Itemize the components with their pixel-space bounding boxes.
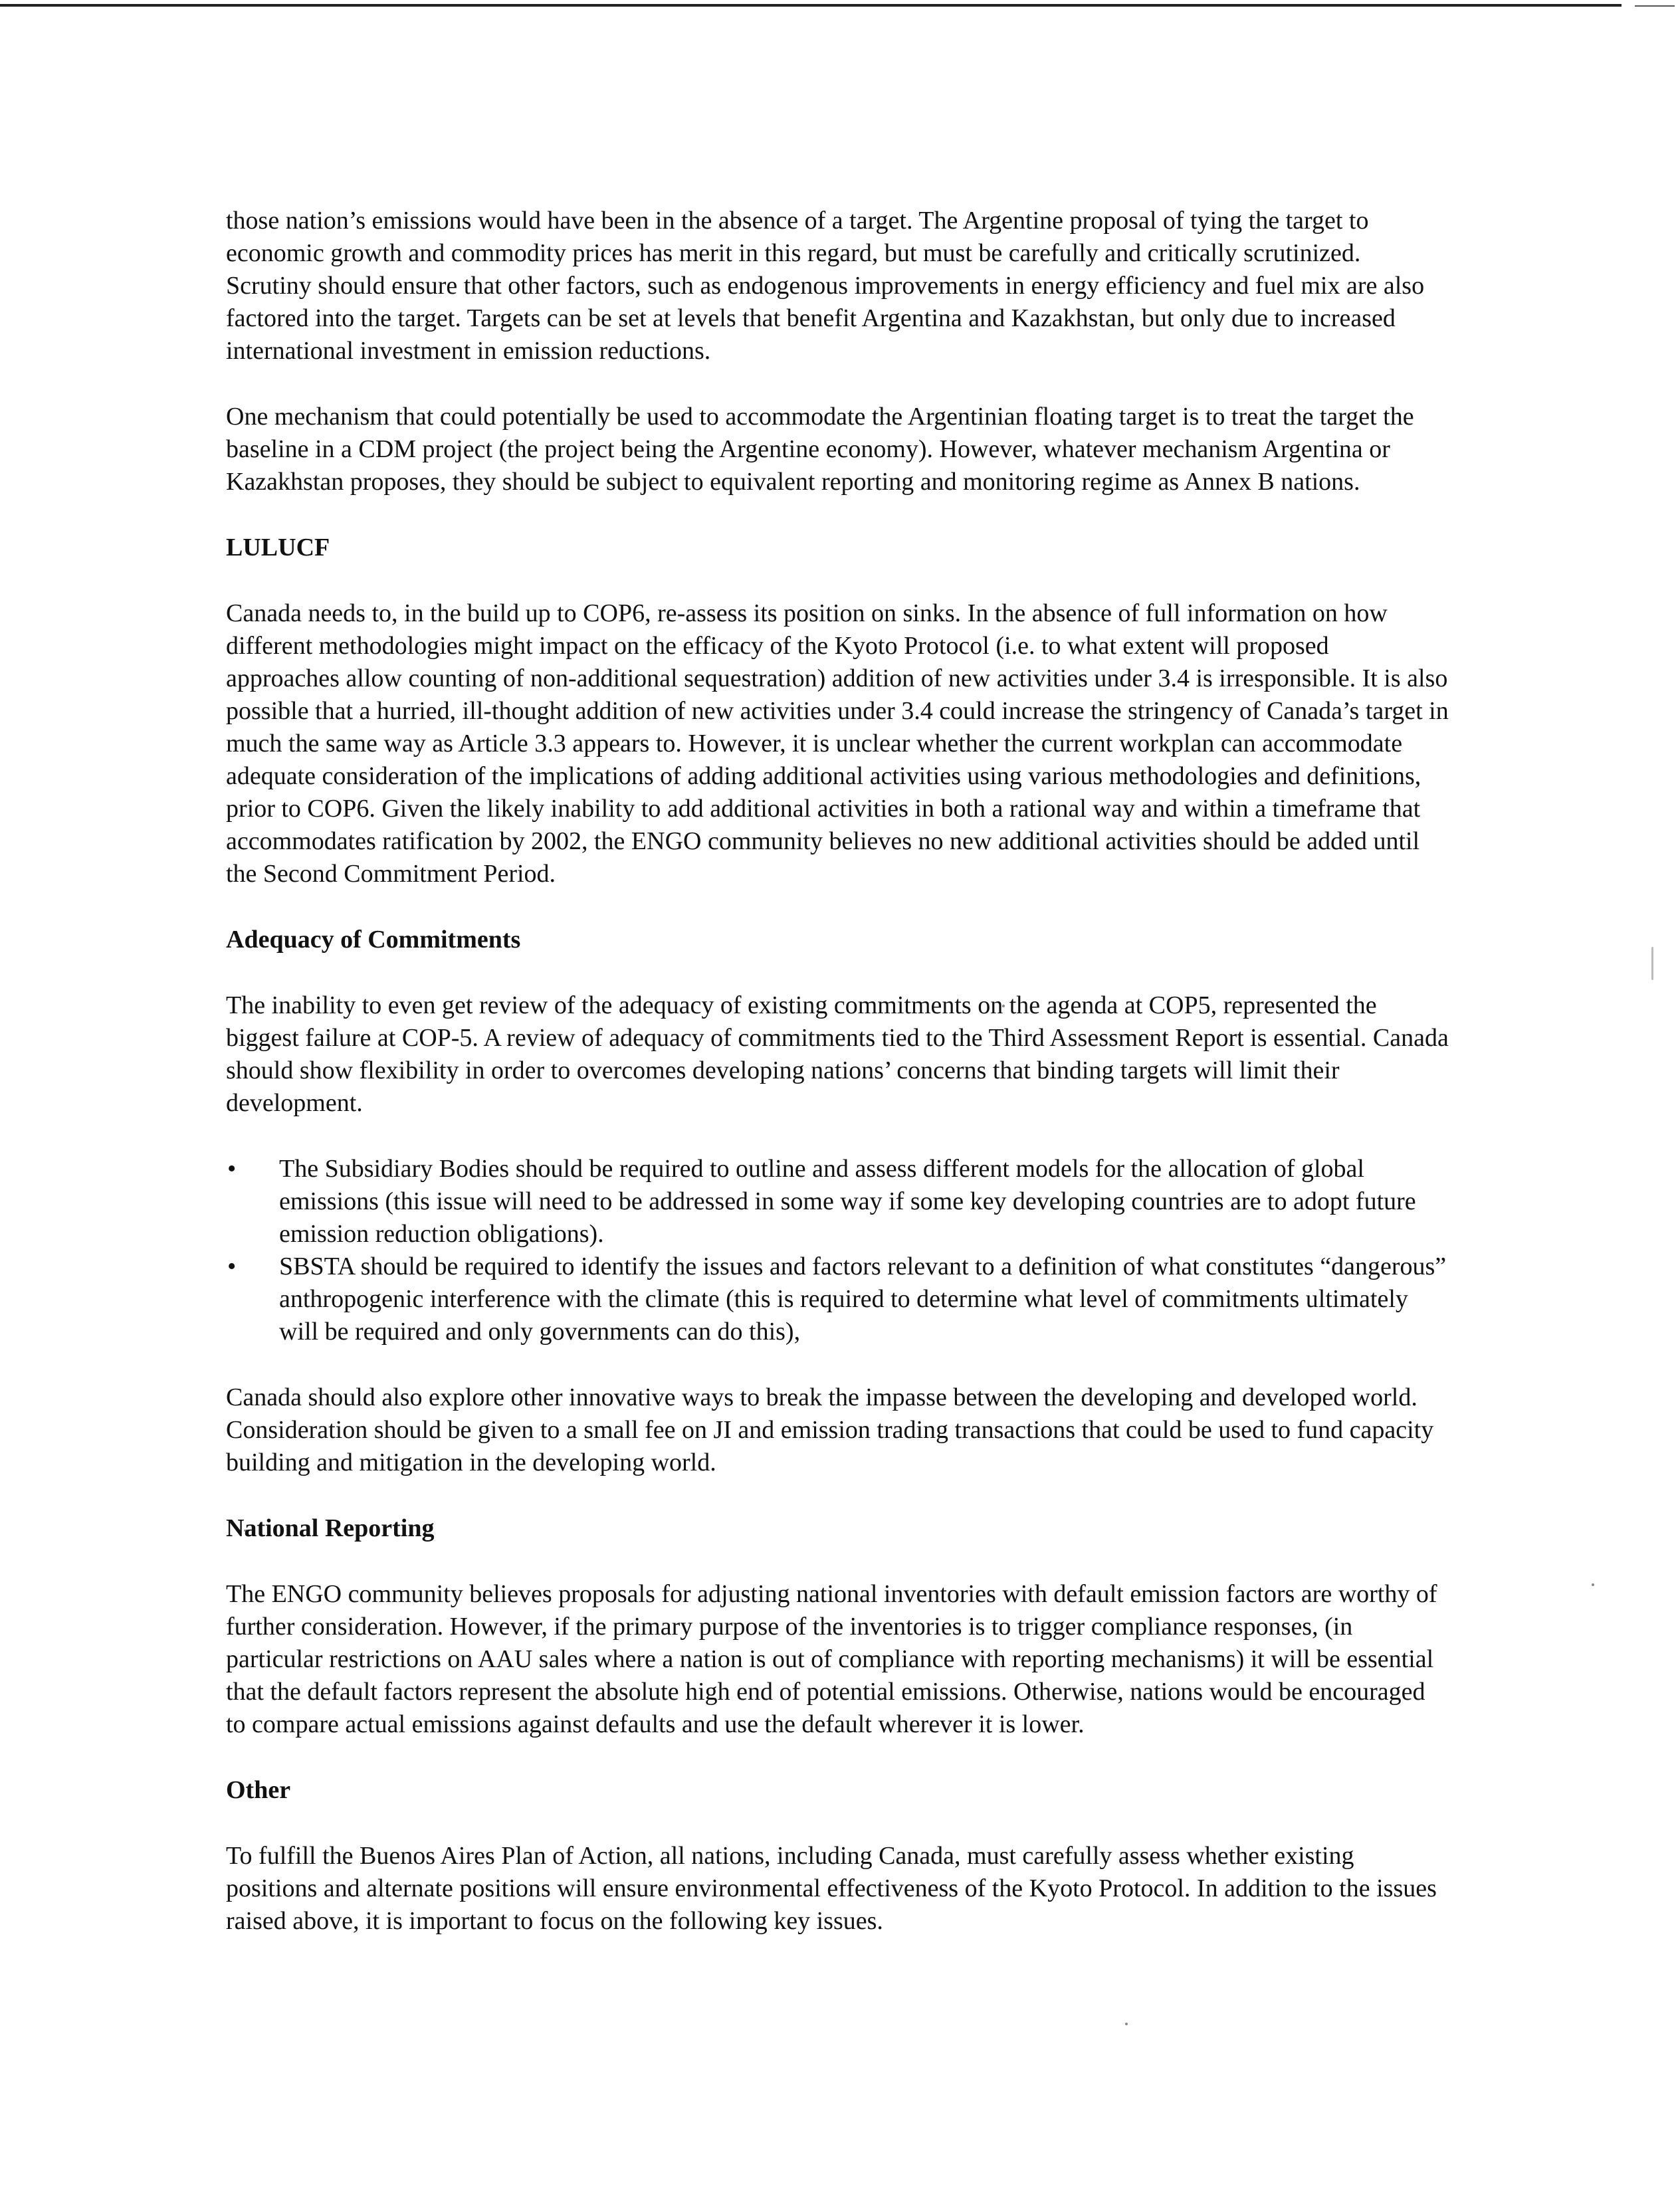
- paragraph-lulucf: Canada needs to, in the build up to COP6, re-assess its position on sinks. In the absence of full information on how different methodologies might impact on the efficacy of the Kyoto Protocol (i.e. to what extent will proposed approaches allow counting of non-additional sequestration) addition of new activities under 3.4 is irresponsible. It is also possible that a hurried, ill-thought addition of new activities under 3.4 could increase the stringency of Canada’s target in much the same way as Article 3.3 appears to. However, it is unclear whether the current workplan can accommodate adequate consideration of the implications of adding additional activities using various methodologies and definitions, prior to COP6. Given the likely inability to add additional activities in both a rational way and within a timeframe that accommodates ratification by 2002, the ENGO community believes no new additional activities should be added until the Second Commitment Period.: [226, 599, 1449, 888]
- section-heading-lulucf: LULUCF: [226, 534, 330, 561]
- section-heading-other: Other: [226, 1776, 291, 1804]
- paragraph-adequacy-of-commitments: The inability to even get review of the adequacy of existing commitments on the agenda at COP5, represented the biggest failure at COP-5. A review of adequacy of commitments tied to the Third Assessment Report is essential. Canada should show flexibility in order to overcomes developing nations’ concerns that binding targets will limit their development.: [226, 991, 1449, 1117]
- section-heading-national-reporting: National Reporting: [226, 1514, 435, 1542]
- bullet-item-text: The Subsidiary Bodies should be required to outline and assess different models for the allocation of global emissions (this issue will need to be addressed in some way if some key developing countries are to adopt future emission reduction obligations).: [279, 1155, 1416, 1248]
- bullet-marker: •: [227, 1155, 237, 1183]
- section-heading-adequacy-of-commitments: Adequacy of Commitments: [226, 926, 521, 954]
- bullet-list-commitments: [226, 1153, 1449, 1348]
- paragraph-national-reporting: The ENGO community believes proposals for adjusting national inventories with default emission factors are worthy of further consideration. However, if the primary purpose of the inventories is to trigger compliance responses, (in particular restrictions on AAU sales where a nation is out of compliance with reporting mechanisms) it will be essential that the default factors represent the absolute high end of potential emissions. Otherwise, nations would be encouraged to compare actual emissions against defaults and use the default wherever it is lower.: [226, 1580, 1437, 1738]
- top-edge-rule: [0, 4, 1622, 7]
- scan-speck: [1125, 2023, 1128, 2025]
- bullet-item-text: SBSTA should be required to identify the issues and factors relevant to a definition of what constitutes “dangerous” anthropogenic interference with the climate (this is required to determine what level of commitments ultimately will be required and only governments can do this),: [279, 1253, 1447, 1346]
- bullet-item-subsidiary-bodies: [226, 1153, 1449, 1251]
- document-page: [226, 205, 1449, 1971]
- top-edge-rule-tail: [1635, 5, 1675, 7]
- bullet-item-sbsta: [226, 1251, 1449, 1348]
- paragraph-floating-target-mechanism: One mechanism that could potentially be used to accommodate the Argentinian floating target is to treat the target the baseline in a CDM project (the project being the Argentine economy). However, whatever mechanism Argentina or Kazakhstan proposes, they should be subject to equivalent reporting and monitoring regime as Annex B nations.: [226, 403, 1414, 496]
- paragraph-targets-argentina: those nation’s emissions would have been in the absence of a target. The Argentine proposal of tying the target to economic growth and commodity prices has merit in this regard, but must be carefully and critically scrutinized. Scrutiny should ensure that other factors, such as endogenous improvements in energy efficiency and fuel mix are also factored into the target. Targets can be set at levels that benefit Argentina and Kazakhstan, but only due to increased international investment in emission reductions.: [226, 207, 1425, 365]
- scan-speck: [1592, 1583, 1594, 1586]
- bullet-marker: •: [227, 1253, 237, 1280]
- paragraph-innovative-ways: Canada should also explore other innovative ways to break the impasse between the developing and developed world. Consideration should be given to a small fee on JI and emission trading transactions that could be used to fund capacity building and mitigation in the developing world.: [226, 1383, 1434, 1476]
- scan-speck: [1651, 947, 1653, 980]
- paragraph-other: To fulfill the Buenos Aires Plan of Action, all nations, including Canada, must carefully assess whether existing positions and alternate positions will ensure environmental effectiveness of the Kyoto Protocol. In addition to the issues raised above, it is important to focus on the following key issues.: [226, 1842, 1437, 1935]
